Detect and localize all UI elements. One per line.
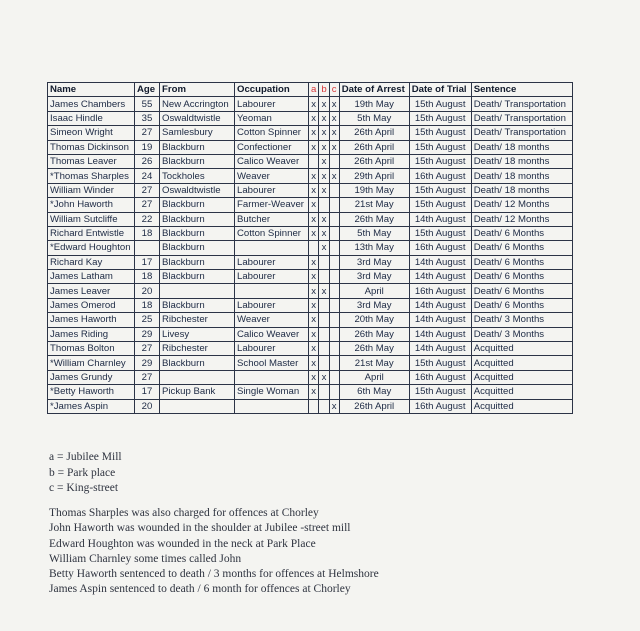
cell-occupation: Calico Weaver: [235, 327, 309, 341]
cell-sentence: Death/ 6 Months: [471, 226, 572, 240]
cell-age: 17: [135, 255, 160, 269]
cell-mark-c: [329, 313, 339, 327]
remark-line: Edward Houghton was wounded in the neck at Park Place: [49, 537, 316, 550]
cell-age: 24: [135, 169, 160, 183]
remark-line: James Aspin sentenced to death / 6 month for offences at Chorley: [49, 583, 351, 596]
cell-mark-a: x: [309, 183, 319, 197]
cell-occupation: Cotton Spinner: [235, 226, 309, 240]
table-row: [48, 327, 573, 341]
remark-line: John Haworth was wounded in the shoulder at Jubilee -street mill: [49, 522, 351, 535]
cell-mark-b: [319, 385, 329, 399]
cell-occupation: [235, 284, 309, 298]
cell-name: Thomas Bolton: [48, 342, 135, 356]
cell-occupation: School Master: [235, 356, 309, 370]
cell-age: 27: [135, 198, 160, 212]
cell-date-of-arrest: 26th April: [339, 154, 409, 168]
table-row: [48, 140, 573, 154]
cell-mark-a: x: [309, 97, 319, 111]
cell-age: 17: [135, 385, 160, 399]
cell-sentence: Death/ 6 Months: [471, 284, 572, 298]
remark-line: William Charnley some times called John: [49, 552, 242, 565]
cell-name: *Betty Haworth: [48, 385, 135, 399]
cell-occupation: Labourer: [235, 270, 309, 284]
cell-name: James Leaver: [48, 284, 135, 298]
cell-age: 27: [135, 126, 160, 140]
cell-date-of-trial: 14th August: [409, 255, 471, 269]
cell-occupation: [235, 370, 309, 384]
cell-date-of-trial: 15th August: [409, 140, 471, 154]
header-date-of-arrest: Date of Arrest: [339, 83, 409, 97]
table-row: [48, 270, 573, 284]
cell-sentence: Death/ 6 Months: [471, 255, 572, 269]
cell-mark-c: x: [329, 169, 339, 183]
cell-date-of-trial: 15th August: [409, 97, 471, 111]
cell-mark-a: x: [309, 140, 319, 154]
cell-date-of-trial: 16th August: [409, 370, 471, 384]
cell-date-of-trial: 15th August: [409, 111, 471, 125]
cell-name: *William Charnley: [48, 356, 135, 370]
cell-sentence: Death/ 18 months: [471, 183, 572, 197]
cell-mark-c: x: [329, 97, 339, 111]
cell-mark-c: [329, 212, 339, 226]
cell-date-of-trial: 14th August: [409, 270, 471, 284]
cell-mark-a: x: [309, 284, 319, 298]
header-a: a: [309, 83, 319, 97]
cell-date-of-arrest: 29th April: [339, 169, 409, 183]
cell-date-of-arrest: 21st May: [339, 198, 409, 212]
cell-name: Simeon Wright: [48, 126, 135, 140]
cell-mark-b: [319, 327, 329, 341]
cell-mark-a: x: [309, 169, 319, 183]
cell-mark-c: x: [329, 111, 339, 125]
cell-mark-a: x: [309, 370, 319, 384]
cell-from: Ribchester: [160, 342, 235, 356]
prisoners-table: [47, 82, 573, 414]
cell-sentence: Acquitted: [471, 385, 572, 399]
cell-age: 22: [135, 212, 160, 226]
cell-sentence: Acquitted: [471, 399, 572, 413]
cell-from: Blackburn: [160, 198, 235, 212]
table-row: [48, 313, 573, 327]
cell-sentence: Death/ 18 months: [471, 140, 572, 154]
cell-sentence: Death/ Transportation: [471, 97, 572, 111]
header-occupation: Occupation: [235, 83, 309, 97]
cell-date-of-arrest: 3rd May: [339, 298, 409, 312]
cell-date-of-arrest: 6th May: [339, 385, 409, 399]
cell-mark-b: [319, 270, 329, 284]
cell-mark-c: x: [329, 126, 339, 140]
cell-date-of-trial: 15th August: [409, 385, 471, 399]
cell-age: 18: [135, 270, 160, 284]
table-row: [48, 183, 573, 197]
cell-date-of-trial: 15th August: [409, 356, 471, 370]
cell-date-of-arrest: 5th May: [339, 226, 409, 240]
legend-item: a = Jubilee Mill: [49, 451, 122, 463]
cell-mark-a: x: [309, 313, 319, 327]
header-sentence: Sentence: [471, 83, 572, 97]
cell-occupation: Labourer: [235, 255, 309, 269]
table-row: [48, 126, 573, 140]
cell-mark-b: x: [319, 97, 329, 111]
cell-mark-c: [329, 270, 339, 284]
cell-from: New Accrington: [160, 97, 235, 111]
cell-date-of-arrest: 21st May: [339, 356, 409, 370]
cell-age: 26: [135, 154, 160, 168]
cell-date-of-arrest: 3rd May: [339, 255, 409, 269]
cell-date-of-trial: 14th August: [409, 342, 471, 356]
cell-age: 18: [135, 298, 160, 312]
location-legend: [49, 450, 122, 497]
cell-date-of-trial: 14th August: [409, 212, 471, 226]
cell-date-of-arrest: 26th May: [339, 327, 409, 341]
cell-mark-a: x: [309, 198, 319, 212]
table-row: [48, 226, 573, 240]
cell-mark-c: [329, 241, 339, 255]
cell-mark-c: [329, 356, 339, 370]
cell-name: William Winder: [48, 183, 135, 197]
cell-occupation: Single Woman: [235, 385, 309, 399]
cell-mark-a: [309, 399, 319, 413]
cell-sentence: Death/ 12 Months: [471, 212, 572, 226]
remark-line: Betty Haworth sentenced to death / 3 months for offences at Helmshore: [49, 568, 379, 581]
cell-occupation: [235, 399, 309, 413]
cell-mark-a: x: [309, 226, 319, 240]
cell-sentence: Death/ 6 Months: [471, 298, 572, 312]
cell-date-of-arrest: 20th May: [339, 313, 409, 327]
table-row: [48, 212, 573, 226]
cell-occupation: Labourer: [235, 342, 309, 356]
cell-date-of-arrest: 19th May: [339, 97, 409, 111]
cell-name: William Sutcliffe: [48, 212, 135, 226]
cell-occupation: Calico Weaver: [235, 154, 309, 168]
header-from: From: [160, 83, 235, 97]
cell-sentence: Acquitted: [471, 370, 572, 384]
cell-occupation: Weaver: [235, 313, 309, 327]
cell-sentence: Acquitted: [471, 342, 572, 356]
cell-sentence: Death/ 6 Months: [471, 241, 572, 255]
cell-mark-a: x: [309, 212, 319, 226]
cell-mark-b: [319, 356, 329, 370]
cell-from: Blackburn: [160, 212, 235, 226]
cell-mark-a: x: [309, 255, 319, 269]
cell-from: [160, 399, 235, 413]
cell-name: James Chambers: [48, 97, 135, 111]
cell-date-of-trial: 15th August: [409, 183, 471, 197]
table-header-row: [48, 83, 573, 97]
cell-name: James Haworth: [48, 313, 135, 327]
header-c: c: [329, 83, 339, 97]
cell-name: Richard Kay: [48, 255, 135, 269]
cell-mark-c: x: [329, 140, 339, 154]
cell-mark-c: [329, 183, 339, 197]
cell-date-of-arrest: April: [339, 284, 409, 298]
cell-mark-b: [319, 399, 329, 413]
cell-mark-a: x: [309, 342, 319, 356]
cell-date-of-arrest: 26th April: [339, 140, 409, 154]
cell-from: Blackburn: [160, 241, 235, 255]
cell-date-of-arrest: 13th May: [339, 241, 409, 255]
cell-name: *James Aspin: [48, 399, 135, 413]
table-row: [48, 298, 573, 312]
cell-from: Blackburn: [160, 154, 235, 168]
cell-date-of-trial: 16th August: [409, 241, 471, 255]
cell-mark-c: x: [329, 399, 339, 413]
cell-mark-b: x: [319, 126, 329, 140]
cell-sentence: Death/ Transportation: [471, 111, 572, 125]
table-row: [48, 198, 573, 212]
cell-mark-b: x: [319, 154, 329, 168]
cell-age: 35: [135, 111, 160, 125]
table-row: [48, 154, 573, 168]
cell-mark-b: x: [319, 226, 329, 240]
cell-mark-b: x: [319, 111, 329, 125]
cell-occupation: Confectioner: [235, 140, 309, 154]
table-row: [48, 385, 573, 399]
header-name: Name: [48, 83, 135, 97]
cell-age: 18: [135, 226, 160, 240]
table-row: [48, 284, 573, 298]
cell-mark-b: [319, 198, 329, 212]
cell-age: 29: [135, 356, 160, 370]
cell-from: Blackburn: [160, 140, 235, 154]
cell-date-of-trial: 14th August: [409, 313, 471, 327]
cell-mark-c: [329, 385, 339, 399]
cell-date-of-arrest: 19th May: [339, 183, 409, 197]
cell-mark-b: [319, 313, 329, 327]
cell-name: Richard Entwistle: [48, 226, 135, 240]
cell-date-of-trial: 14th August: [409, 327, 471, 341]
table-row: [48, 97, 573, 111]
cell-mark-a: [309, 241, 319, 255]
cell-date-of-trial: 15th August: [409, 198, 471, 212]
cell-name: *Edward Houghton: [48, 241, 135, 255]
records-table-wrapper: [47, 82, 573, 414]
cell-name: *Thomas Sharples: [48, 169, 135, 183]
remark-line: Thomas Sharples was also charged for offences at Chorley: [49, 507, 319, 519]
cell-date-of-arrest: 5th May: [339, 111, 409, 125]
header-age: Age: [135, 83, 160, 97]
cell-age: 19: [135, 140, 160, 154]
cell-mark-b: [319, 342, 329, 356]
cell-mark-a: x: [309, 298, 319, 312]
cell-date-of-trial: 15th August: [409, 126, 471, 140]
cell-mark-c: [329, 342, 339, 356]
cell-occupation: Cotton Spinner: [235, 126, 309, 140]
table-row: [48, 169, 573, 183]
table-row: [48, 370, 573, 384]
cell-occupation: [235, 241, 309, 255]
cell-mark-b: x: [319, 370, 329, 384]
cell-mark-a: x: [309, 126, 319, 140]
cell-from: Blackburn: [160, 226, 235, 240]
cell-occupation: Weaver: [235, 169, 309, 183]
cell-mark-c: [329, 226, 339, 240]
cell-from: Blackburn: [160, 270, 235, 284]
cell-name: *John Haworth: [48, 198, 135, 212]
cell-sentence: Death/ Transportation: [471, 126, 572, 140]
cell-occupation: Labourer: [235, 183, 309, 197]
cell-sentence: Death/ 18 months: [471, 169, 572, 183]
header-date-of-trial: Date of Trial: [409, 83, 471, 97]
table-body: [48, 97, 573, 414]
cell-from: Blackburn: [160, 298, 235, 312]
cell-age: 25: [135, 313, 160, 327]
cell-from: Tockholes: [160, 169, 235, 183]
cell-mark-a: x: [309, 356, 319, 370]
cell-mark-a: x: [309, 385, 319, 399]
table-row: [48, 399, 573, 413]
cell-name: James Riding: [48, 327, 135, 341]
cell-name: James Omerod: [48, 298, 135, 312]
cell-name: Isaac Hindle: [48, 111, 135, 125]
cell-mark-c: [329, 284, 339, 298]
cell-name: James Grundy: [48, 370, 135, 384]
cell-mark-b: x: [319, 183, 329, 197]
cell-occupation: Labourer: [235, 97, 309, 111]
cell-date-of-trial: 16th August: [409, 399, 471, 413]
cell-date-of-trial: 14th August: [409, 298, 471, 312]
cell-sentence: Death/ 18 months: [471, 154, 572, 168]
cell-name: James Latham: [48, 270, 135, 284]
table-row: [48, 241, 573, 255]
cell-mark-c: [329, 154, 339, 168]
cell-mark-b: x: [319, 140, 329, 154]
legend-item: b = Park place: [49, 466, 116, 479]
table-row: [48, 342, 573, 356]
cell-date-of-trial: 15th August: [409, 154, 471, 168]
cell-age: 20: [135, 284, 160, 298]
cell-date-of-arrest: April: [339, 370, 409, 384]
cell-name: Thomas Dickinson: [48, 140, 135, 154]
cell-mark-c: [329, 198, 339, 212]
cell-mark-a: x: [309, 270, 319, 284]
cell-from: Oswaldtwistle: [160, 183, 235, 197]
cell-sentence: Death/ 12 Months: [471, 198, 572, 212]
cell-date-of-arrest: 26th May: [339, 212, 409, 226]
cell-mark-a: x: [309, 111, 319, 125]
cell-date-of-trial: 16th August: [409, 284, 471, 298]
cell-occupation: Yeoman: [235, 111, 309, 125]
cell-date-of-arrest: 26th May: [339, 342, 409, 356]
cell-age: 20: [135, 399, 160, 413]
cell-mark-b: x: [319, 169, 329, 183]
cell-from: [160, 284, 235, 298]
cell-date-of-trial: 15th August: [409, 226, 471, 240]
cell-from: Oswaldtwistle: [160, 111, 235, 125]
cell-mark-c: [329, 370, 339, 384]
cell-age: 27: [135, 370, 160, 384]
cell-age: 55: [135, 97, 160, 111]
cell-mark-b: x: [319, 241, 329, 255]
cell-sentence: Acquitted: [471, 356, 572, 370]
table-row: [48, 255, 573, 269]
cell-age: 27: [135, 183, 160, 197]
cell-age: 29: [135, 327, 160, 341]
cell-mark-b: x: [319, 284, 329, 298]
cell-mark-b: [319, 298, 329, 312]
cell-from: Ribchester: [160, 313, 235, 327]
cell-from: Blackburn: [160, 356, 235, 370]
cell-date-of-arrest: 26th April: [339, 399, 409, 413]
header-b: b: [319, 83, 329, 97]
legend-item: c = King-street: [49, 482, 119, 494]
cell-sentence: Death/ 6 Months: [471, 270, 572, 284]
cell-mark-b: [319, 255, 329, 269]
table-row: [48, 111, 573, 125]
remarks-section: [49, 506, 379, 598]
cell-mark-c: [329, 255, 339, 269]
cell-date-of-trial: 16th August: [409, 169, 471, 183]
cell-sentence: Death/ 3 Months: [471, 313, 572, 327]
cell-age: [135, 241, 160, 255]
cell-occupation: Butcher: [235, 212, 309, 226]
cell-sentence: Death/ 3 Months: [471, 327, 572, 341]
cell-occupation: Farmer-Weaver: [235, 198, 309, 212]
cell-mark-b: x: [319, 212, 329, 226]
table-row: [48, 356, 573, 370]
cell-age: 27: [135, 342, 160, 356]
cell-mark-a: [309, 154, 319, 168]
cell-date-of-arrest: 3rd May: [339, 270, 409, 284]
cell-name: Thomas Leaver: [48, 154, 135, 168]
cell-date-of-arrest: 26th April: [339, 126, 409, 140]
cell-from: Livesy: [160, 327, 235, 341]
cell-from: Samlesbury: [160, 126, 235, 140]
cell-mark-a: x: [309, 327, 319, 341]
cell-mark-c: [329, 327, 339, 341]
cell-mark-c: [329, 298, 339, 312]
cell-occupation: Labourer: [235, 298, 309, 312]
cell-from: [160, 370, 235, 384]
cell-from: Pickup Bank: [160, 385, 235, 399]
cell-from: Blackburn: [160, 255, 235, 269]
